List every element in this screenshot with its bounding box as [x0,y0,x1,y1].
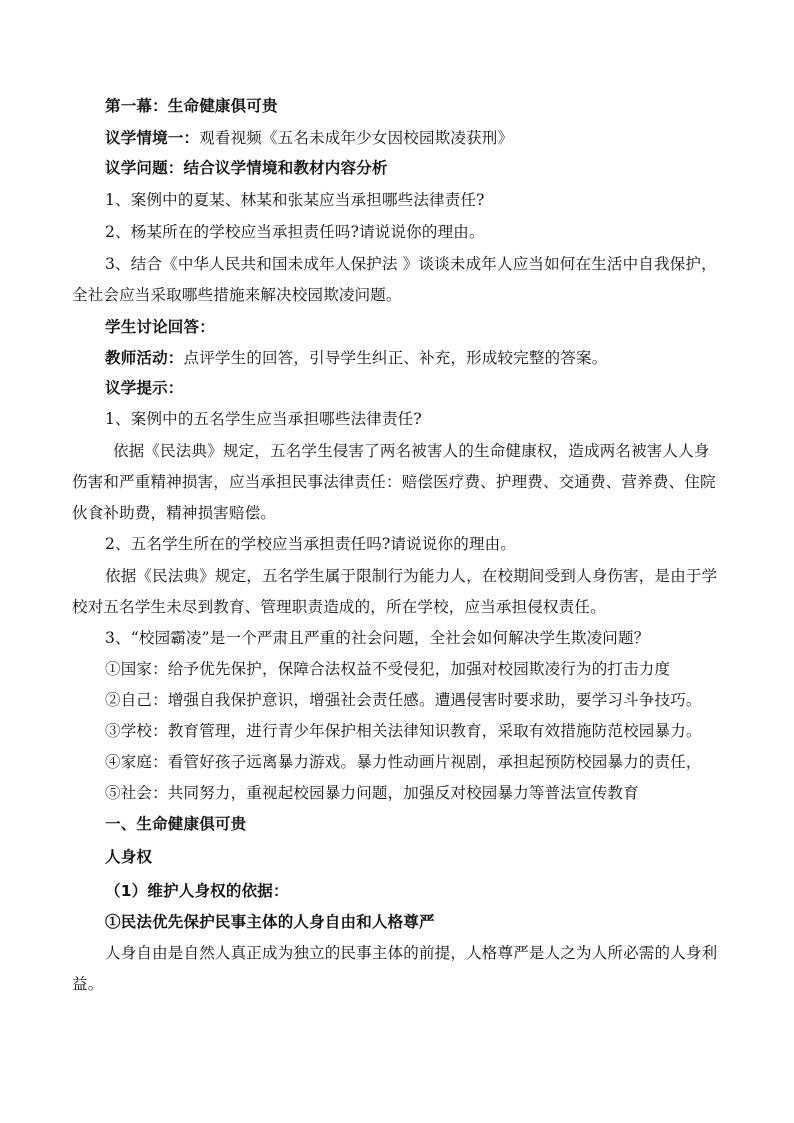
basis-point-1-desc [105,942,717,964]
question-1 [105,189,485,211]
question-3-text: 3、结合《中华人民共和国未成年人保护法 》谈谈未成年人应当如何在生活中自我保护， [105,255,717,273]
student-discussion [105,316,215,338]
question-3-cont-text: 全社会应当采取哪些措施来解决校园欺凌问题。 [72,286,402,304]
measure-country [105,658,670,680]
hint-1 [105,408,422,430]
question-2-text: 2、杨某所在的学校应当承担责任吗?请说说你的理由。 [105,223,485,241]
teacher-activity [105,347,607,369]
measure-self [105,689,702,711]
hint-2-answer-cont [72,596,606,618]
basis-point-1-desc-cont-text: 益。 [72,975,104,993]
section-heading-text: 一、生命健康俱可贵 [105,815,247,833]
hints-heading [105,377,184,399]
hint-1-answer-cont-2 [72,502,276,524]
measure-family-text: ④家庭：看管好孩子远离暴力游戏。暴力性动画片视剧，承担起预防校园暴力的责任， [105,753,702,771]
hint-1-answer [113,440,710,462]
measure-family [105,751,702,773]
hint-1-answer-cont-1-text: 伤害和严重精神损害，应当承担民事法律责任：赔偿医疗费、护理费、交通费、营养费、住院 [72,473,716,491]
hint-2-answer-text: 依据《民法典》规定，五名学生属于限制行为能力人，在校期间受到人身伤害，是由于学 [105,567,718,585]
teacher-activity-text: 点评学生的回答，引导学生纠正、补充，形成较完整的答案。 [183,349,608,367]
hint-2-answer [105,565,717,587]
act-heading [105,95,278,117]
measure-school [105,720,702,742]
question-3 [105,253,717,275]
scenario-line [105,127,513,149]
subsection-heading [105,846,152,868]
hint-3-text: 3、“校园霸凌”是一个严肃且严重的社会问题，全社会如何解决学生欺凌问题？ [105,629,650,647]
measure-school-text: ③学校：教育管理，进行青少年保护相关法律知识教育，采取有效措施防范校园暴力。 [105,722,702,740]
hint-3 [105,627,649,649]
subsection-heading-text: 人身权 [105,848,153,866]
basis-heading [105,880,289,902]
hint-1-answer-cont-2-text: 伙食补助费，精神损害赔偿。 [72,504,277,522]
hint-1-answer-text: 依据《民法典》规定，五名学生侵害了两名被害人的生命健康权，造成两名被害人人身 [113,442,710,460]
question-3-cont [72,284,402,306]
hint-2-text: 2、五名学生所在的学校应当承担责任吗?请说说你的理由。 [105,535,517,553]
measure-self-text: ②自己：增强自我保护意识，增强社会责任感。遭遇侵害时要求助，要学习斗争技巧。 [105,691,702,709]
teacher-activity-label: 教师活动： [105,349,184,367]
scenario-label: 议学情境一： [105,129,200,147]
student-discussion-label: 学生讨论回答： [105,318,215,336]
question-heading-text: 议学问题：结合议学情境和教材内容分析 [105,159,388,177]
measure-society [105,782,639,804]
basis-heading-text: （1）维护人身权的依据： [105,882,289,900]
basis-point-1-text: ①民法优先保护民事主体的人身自由和人格尊严 [105,912,435,931]
scenario-text: 观看视频《五名未成年少女因校园欺凌获刑》 [199,129,514,147]
section-heading [105,813,246,835]
measure-society-text: ⑤社会：共同努力，重视起校园暴力问题，加强反对校园暴力等普法宣传教育 [105,784,639,802]
question-heading [105,157,388,179]
act-heading-text: 第一幕：生命健康俱可贵 [105,97,278,115]
hint-1-answer-cont-1 [72,471,716,493]
hint-2 [105,533,516,555]
question-2 [105,221,485,243]
hint-2-answer-cont-text: 校对五名学生未尽到教育、管理职责造成的，所在学校，应当承担侵权责任。 [72,598,606,616]
basis-point-1-desc-text: 人身自由是自然人真正成为独立的民事主体的前提，人格尊严是人之为人所必需的人身利 [105,944,718,962]
basis-point-1-desc-cont [72,973,103,995]
hint-1-text: 1、案例中的五名学生应当承担哪些法律责任? [105,410,422,428]
hints-heading-text: 议学提示： [105,379,184,397]
measure-country-text: ①国家：给予优先保护，保障合法权益不受侵犯，加强对校园欺凌行为的打击力度 [105,660,671,678]
basis-point-1 [105,911,435,933]
question-1-text: 1、案例中的夏某、林某和张某应当承担哪些法律责任? [105,191,485,209]
